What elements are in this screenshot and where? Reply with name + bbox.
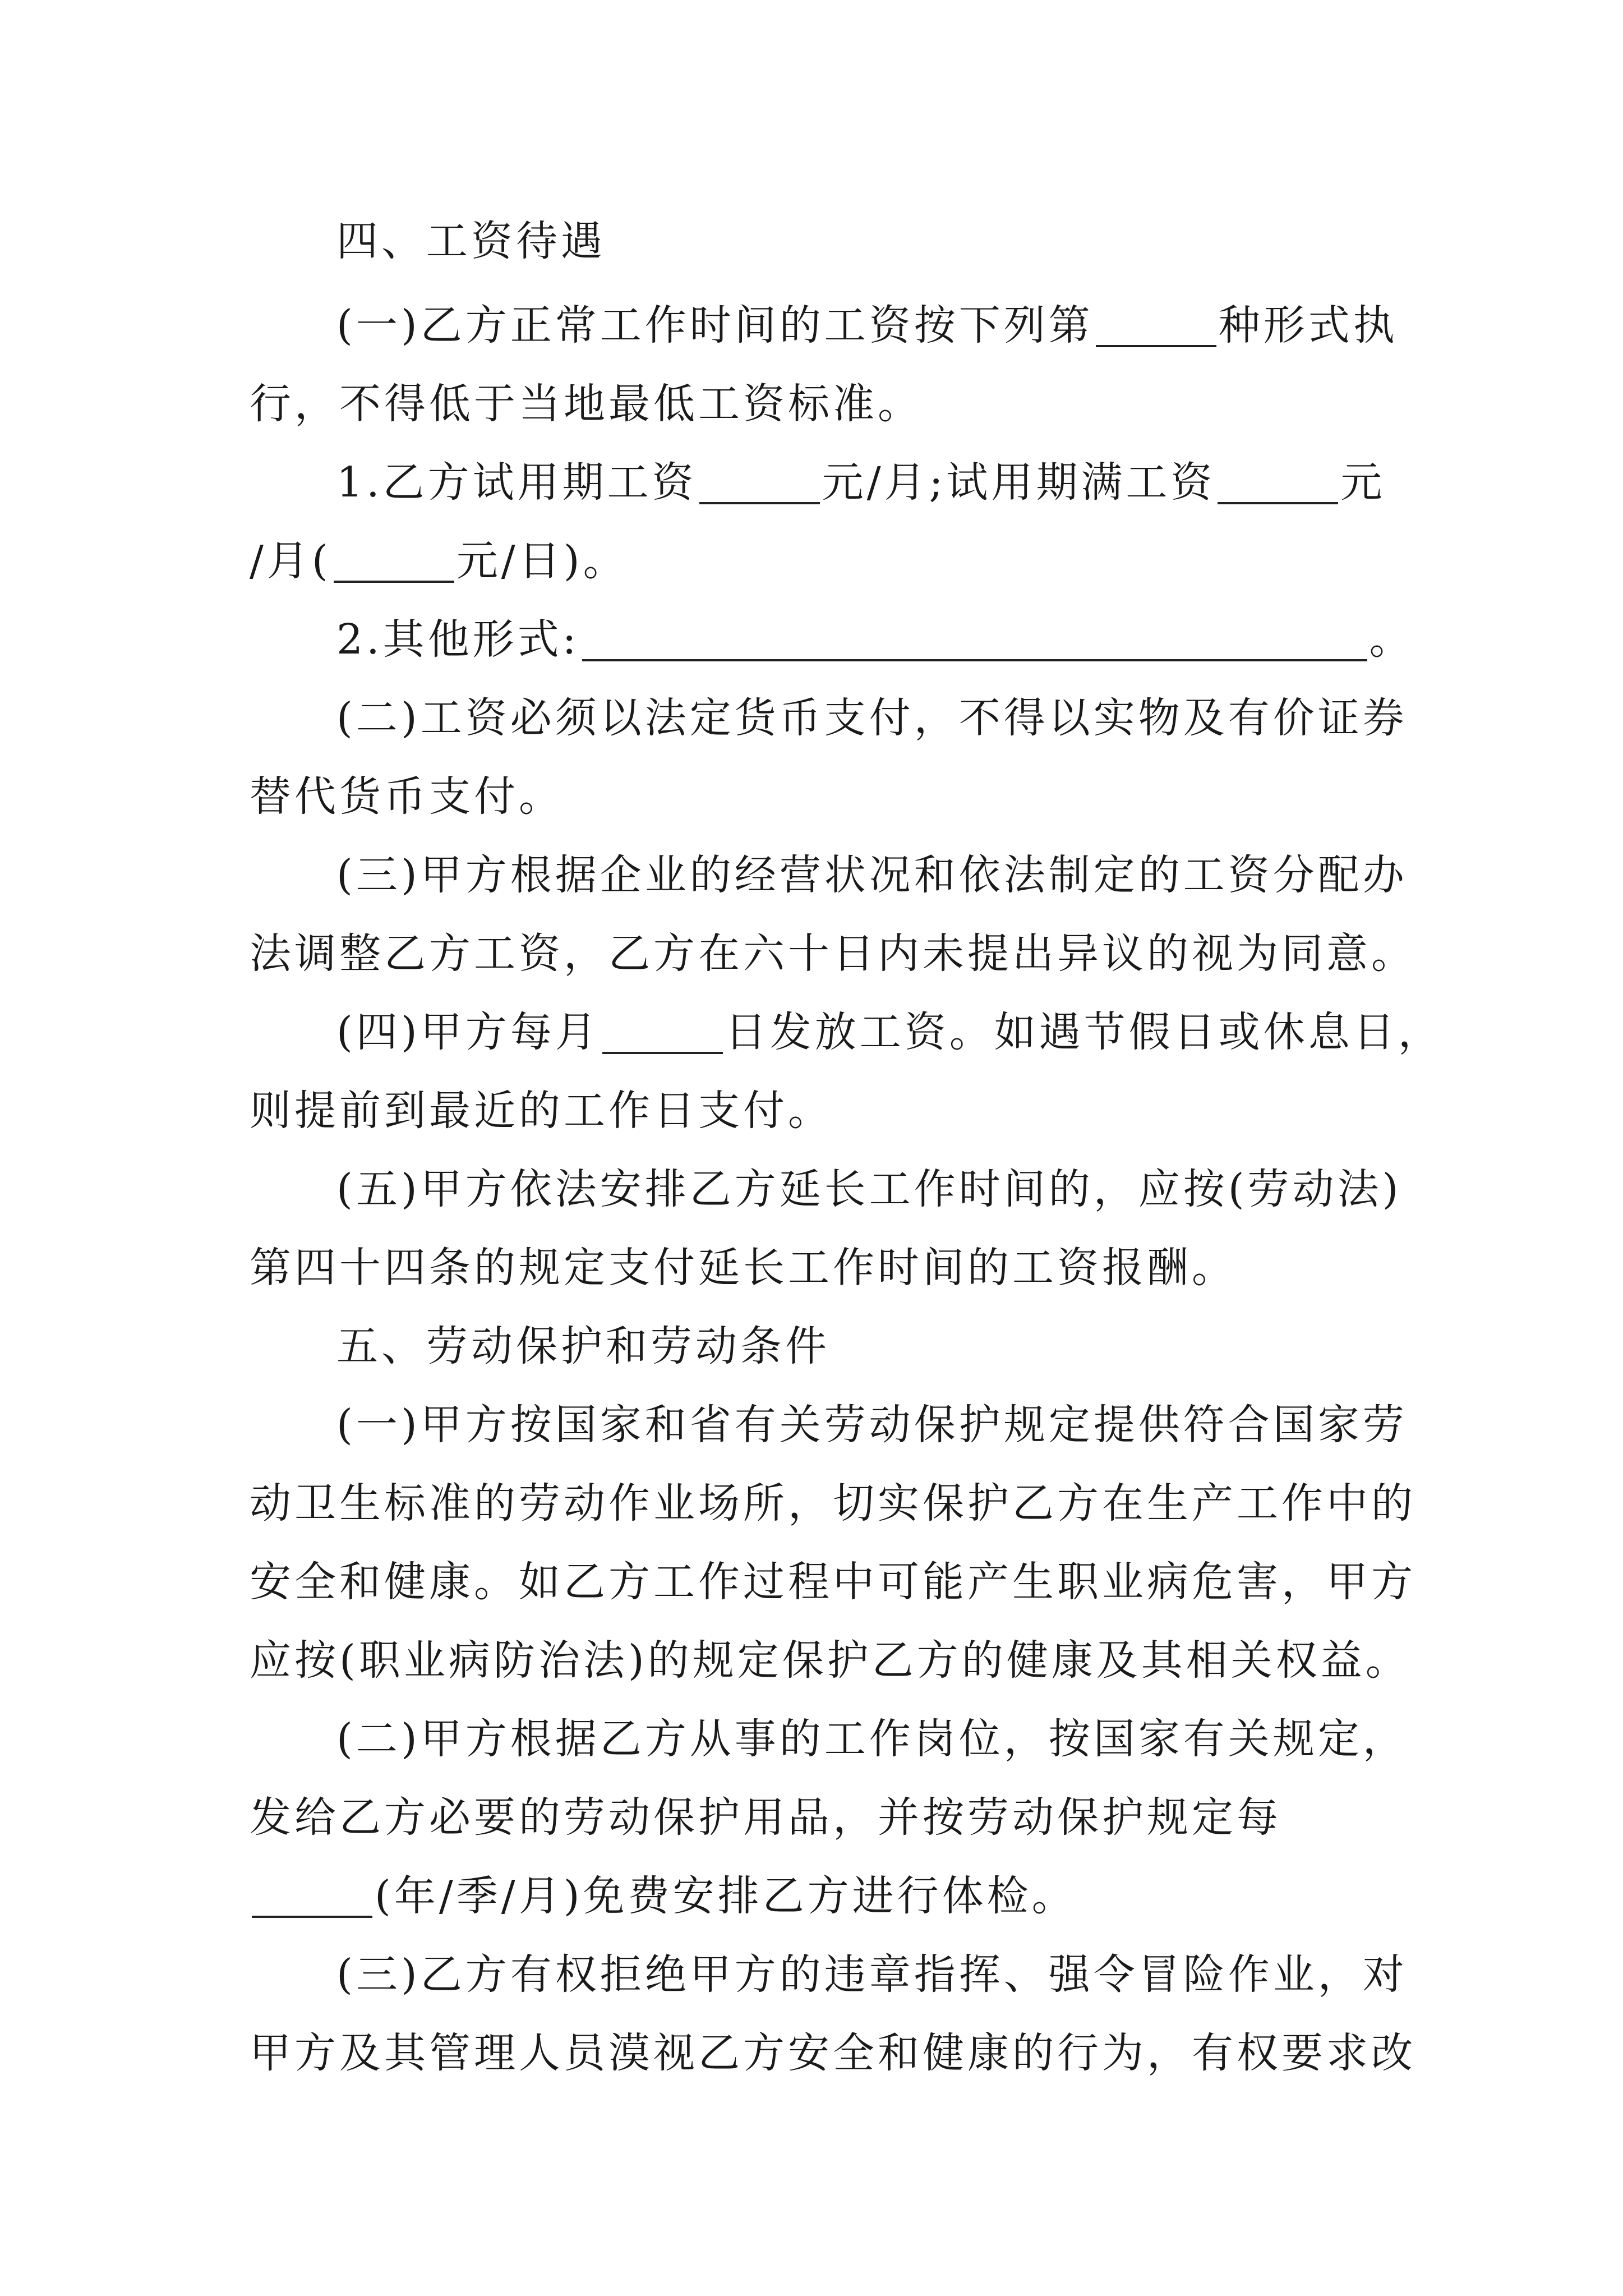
line-text: (二)甲方根据乙方从事的工作岗位，按国家有关规定，	[336, 1715, 1408, 1763]
blank-field[interactable]	[699, 463, 820, 504]
paragraph-line	[250, 362, 923, 446]
line-text: (二)工资必须以法定货币支付，不得以实物及有价证券	[336, 694, 1408, 742]
line-text: 元	[1340, 458, 1386, 507]
blank-field[interactable]	[1218, 463, 1338, 504]
paragraph-line	[336, 283, 1398, 367]
paragraph-line	[250, 912, 1416, 996]
line-text: 发给乙方必要的劳动保护用品，并按劳动保护规定每	[250, 1793, 1281, 1842]
line-text: 法调整乙方工资，乙方在六十日内未提出异议的视为同意。	[250, 930, 1416, 978]
line-text: (四)甲方每月	[336, 1008, 600, 1056]
line-text: 四、工资待遇	[336, 217, 606, 265]
section-heading-wages	[336, 199, 606, 283]
paragraph-line	[336, 1383, 1408, 1467]
line-text: 替代货币支付。	[250, 772, 564, 821]
line-text: 五、劳动保护和劳动条件	[336, 1322, 830, 1370]
line-text: 。	[1369, 615, 1414, 664]
blank-field[interactable]	[582, 620, 1367, 661]
line-text: (一)甲方按国家和省有关劳动保护规定提供符合国家劳	[336, 1401, 1408, 1449]
blank-field[interactable]	[602, 1013, 723, 1054]
line-text: 元/日)。	[456, 537, 628, 585]
line-text: /月(	[250, 537, 331, 585]
paragraph-line	[250, 1775, 1281, 1860]
line-text: 甲方及其管理人员漠视乙方安全和健康的行为，有权要求改	[250, 2029, 1416, 2077]
blank-field[interactable]	[252, 1876, 372, 1918]
paragraph-line	[250, 519, 628, 603]
paragraph-line	[250, 1618, 1410, 1703]
line-text: 安全和健康。如乙方工作过程中可能产生职业病危害，甲方	[250, 1558, 1416, 1606]
line-text: 种形式执	[1218, 301, 1398, 349]
line-text: (三)乙方有权拒绝甲方的违章指挥、强令冒险作业，对	[336, 1950, 1408, 1999]
line-text: (一)乙方正常工作时间的工资按下列第	[336, 301, 1094, 349]
paragraph-line	[336, 833, 1408, 917]
line-text: 第四十四条的规定支付延长工作时间的工资报酬。	[250, 1244, 1237, 1292]
paragraph-line	[250, 2011, 1416, 2095]
blank-field[interactable]	[1096, 306, 1216, 347]
line-text: 日发放工资。如遇节假日或休息日，	[725, 1008, 1443, 1056]
line-text: 2.其他形式:	[336, 615, 580, 664]
paragraph-line	[336, 990, 1443, 1074]
paragraph-line	[336, 440, 1385, 524]
paragraph-line	[250, 1540, 1416, 1624]
paragraph-line	[336, 1147, 1401, 1231]
section-heading-labor-protection	[336, 1304, 830, 1388]
paragraph-line	[250, 754, 564, 839]
line-text: (五)甲方依法安排乙方延长工作时间的，应按(劳动法)	[336, 1165, 1402, 1213]
line-text: 1.乙方试用期工资	[336, 458, 697, 507]
paragraph-line	[336, 1697, 1408, 1781]
paragraph-line	[250, 1069, 833, 1153]
line-text: (年/季/月)免费安排乙方进行体检。	[375, 1872, 1077, 1920]
line-text: (三)甲方根据企业的经营状况和依法制定的工资分配办	[336, 851, 1408, 899]
paragraph-line	[250, 1461, 1416, 1545]
blank-field[interactable]	[334, 541, 454, 583]
line-text: 则提前到最近的工作日支付。	[250, 1087, 833, 1135]
paragraph-line	[336, 597, 1414, 682]
line-text: 应按(职业病防治法)的规定保护乙方的健康及其相关权益。	[250, 1636, 1410, 1685]
paragraph-line	[250, 1854, 1077, 1938]
line-text: 动卫生标准的劳动作业场所，切实保护乙方在生产工作中的	[250, 1479, 1416, 1527]
paragraph-line	[250, 1226, 1237, 1310]
paragraph-line	[336, 1932, 1408, 2017]
paragraph-line	[336, 676, 1408, 760]
line-text: 行，不得低于当地最低工资标准。	[250, 380, 923, 428]
line-text: 元/月;试用期满工资	[822, 458, 1216, 507]
